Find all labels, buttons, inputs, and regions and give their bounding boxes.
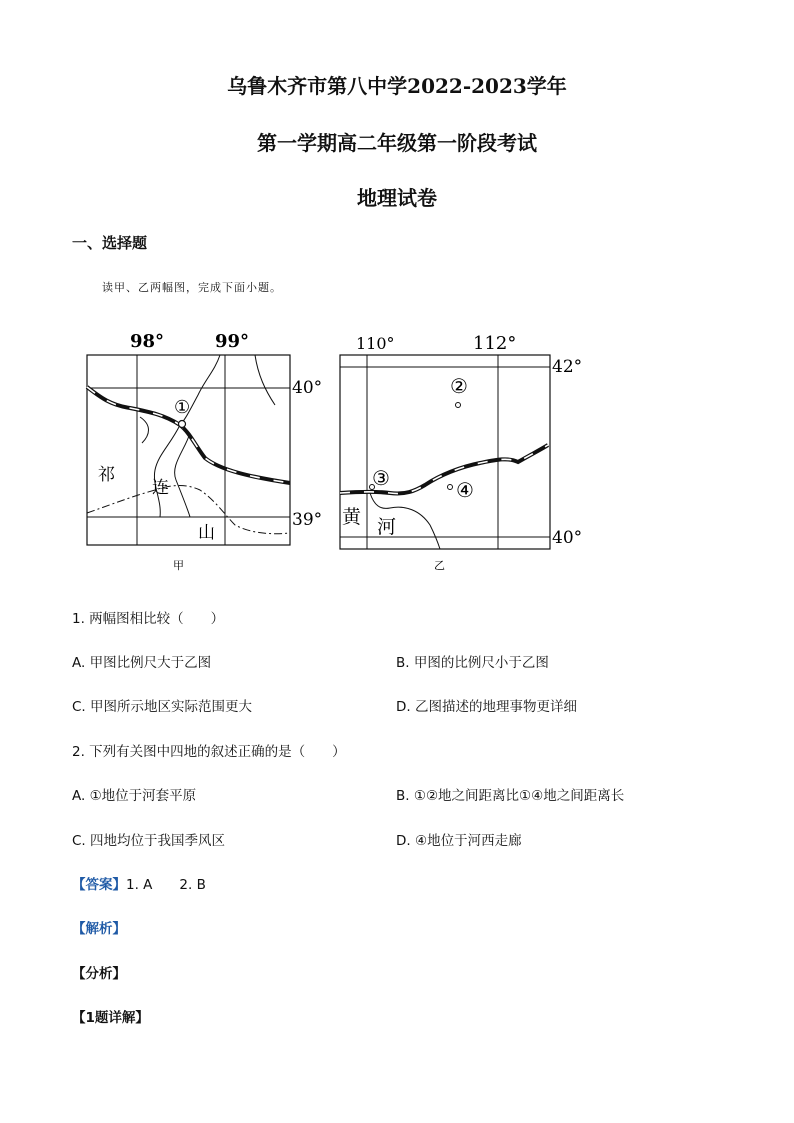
huang-label: 黄 <box>342 506 362 528</box>
question-2-option-a: A. ①地位于河套平原 <box>72 788 197 804</box>
question-intro: 读甲、乙两幅图，完成下面小题。 <box>102 281 282 294</box>
lat-39-label: 39° <box>292 510 323 530</box>
exam-title-line2: 第一学期高二年级第一阶段考试 <box>257 131 537 155</box>
map-jia <box>70 325 340 575</box>
shan-label: 山 <box>198 523 215 543</box>
lon-110-label: 110° <box>356 334 395 353</box>
fenxi-heading: 【分析】 <box>72 966 126 982</box>
answer-line <box>72 873 206 893</box>
lat-40-label-yi: 40° <box>552 528 583 548</box>
qi-label: 祁 <box>98 465 115 485</box>
lon-112-label: 112° <box>473 333 517 354</box>
exam-subject-title: 地理试卷 <box>357 186 437 210</box>
lian-label: 连 <box>152 478 169 498</box>
marker-2-label: ② <box>450 374 468 398</box>
lat-40-label: 40° <box>292 378 323 398</box>
question-2-option-d: D. ④地位于河西走廊 <box>396 833 522 849</box>
answer-text: 1. A 2. B <box>126 877 206 893</box>
question-1-option-b: B. 甲图的比例尺小于乙图 <box>396 655 549 671</box>
question-1-option-c: C. 甲图所示地区实际范围更大 <box>72 699 253 715</box>
lon-99-label: 99° <box>215 331 250 352</box>
question-1-option-a: A. 甲图比例尺大于乙图 <box>72 655 212 671</box>
map-yi-caption: 乙 <box>434 559 445 572</box>
question-2-option-b: B. ①②地之间距离比①④地之间距离长 <box>396 788 625 804</box>
detail-heading: 【1题详解】 <box>72 1010 149 1026</box>
map-jia-caption: 甲 <box>173 559 184 572</box>
question-1-stem: 1. 两幅图相比较（ ） <box>72 611 225 627</box>
marker-1-label: ① <box>174 397 191 418</box>
marker-4-label: ④ <box>456 478 474 502</box>
analysis-heading: 【解析】 <box>72 921 126 937</box>
question-2-stem: 2. 下列有关图中四地的叙述正确的是（ ） <box>72 744 346 760</box>
map-yi <box>330 325 600 575</box>
lat-42-label: 42° <box>552 357 583 377</box>
he-label: 河 <box>377 516 397 538</box>
lon-98-label: 98° <box>130 331 165 352</box>
section-heading: 一、选择题 <box>72 234 148 252</box>
exam-title-line1: 乌鲁木齐市第八中学2022-2023学年 <box>227 74 567 98</box>
marker-3-label: ③ <box>372 466 390 490</box>
question-1-option-d: D. 乙图描述的地理事物更详细 <box>396 699 577 715</box>
answer-label: 【答案】 <box>72 877 126 893</box>
question-2-option-c: C. 四地均位于我国季风区 <box>72 833 226 849</box>
